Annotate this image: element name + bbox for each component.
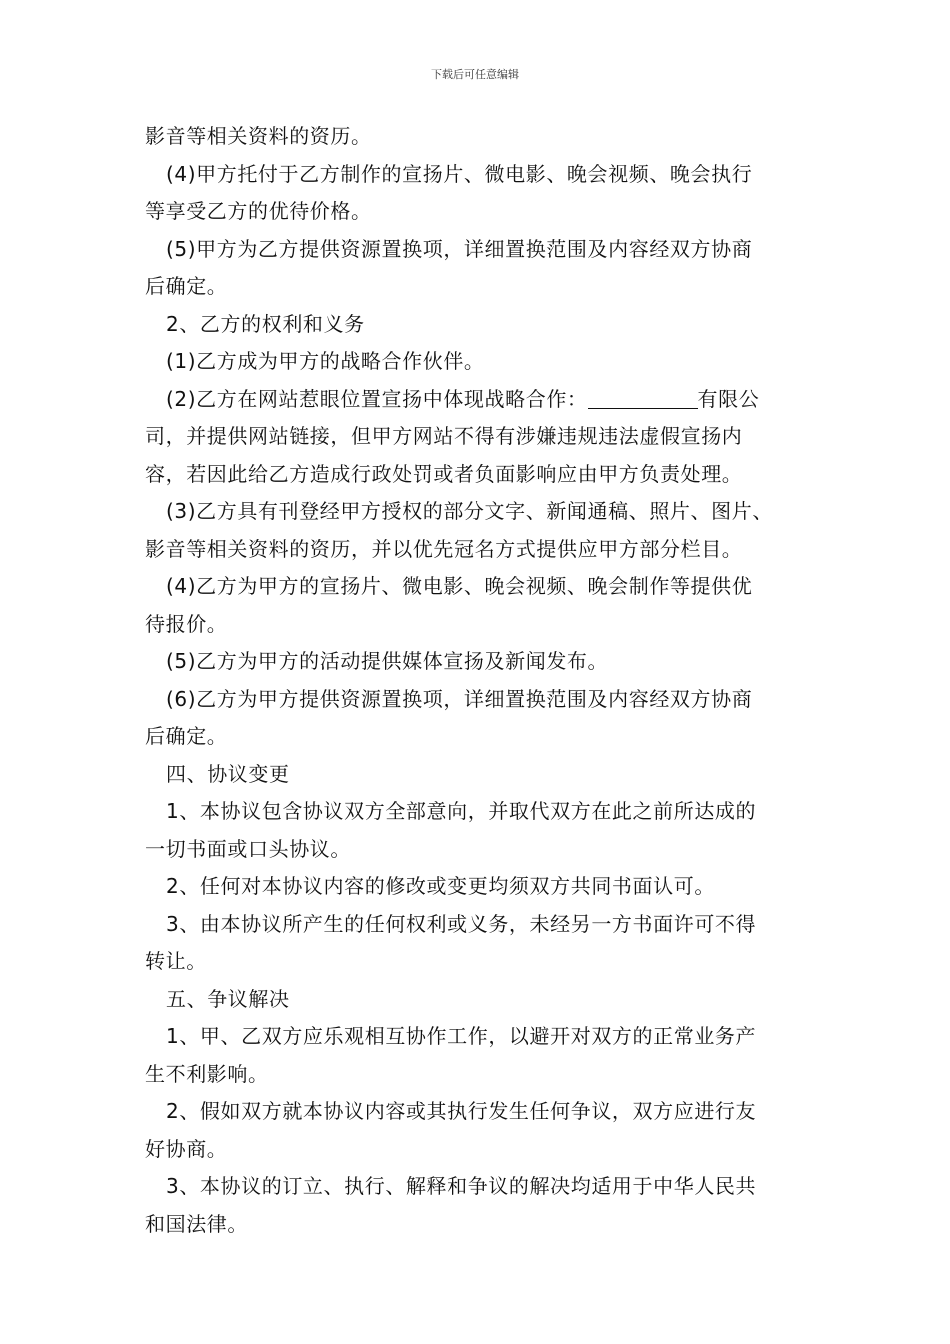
paragraph-text: 有限公: [697, 386, 760, 411]
paragraph-line: 影音等相关资料的资历，并以优先冠名方式提供应甲方部分栏目。: [145, 536, 743, 561]
page-header: 下载后可任意编辑: [431, 68, 519, 81]
paragraph-line: 容，若因此给乙方造成行政处罚或者负面影响应由甲方负责处理。: [145, 461, 743, 486]
paragraph-line: (1)乙方成为甲方的战略合作伙伴。: [166, 349, 485, 373]
paragraph-line: 后确定。: [145, 274, 228, 298]
paragraph-line: (6)乙方为甲方提供资源置换项，详细置换范围及内容经双方协商: [166, 686, 753, 711]
paragraph-line: (4)乙方为甲方的宣扬片、微电影、晚会视频、晚会制作等提供优: [166, 574, 753, 598]
paragraph-line: 生不利影响。: [145, 1061, 269, 1086]
paragraph-line: 3、由本协议所产生的任何权利或义务，未经另一方书面许可不得: [166, 911, 757, 936]
paragraph-line: 1、甲、乙双方应乐观相互协作工作，以避开对双方的正常业务产: [166, 1024, 757, 1048]
section-heading: 五、争议解决: [166, 986, 290, 1011]
section-heading: 四、协议变更: [166, 761, 290, 786]
paragraph-line: (3)乙方具有刊登经甲方授权的部分文字、新闻通稿、照片、图片、: [166, 499, 773, 523]
paragraph-line: 1、本协议包含协议双方全部意向，并取代双方在此之前所达成的: [166, 799, 757, 823]
paragraph-line: 司，并提供网站链接，但甲方网站不得有涉嫌违规违法虚假宣扬内: [145, 424, 743, 448]
paragraph-line-with-blank: [145, 381, 835, 419]
paragraph-line: 等享受乙方的优待价格。: [145, 199, 372, 223]
paragraph-text: (2)乙方在网站惹眼位置宣扬中体现战略合作：: [166, 386, 588, 411]
paragraph-line: (4)甲方托付于乙方制作的宣扬片、微电影、晚会视频、晚会执行: [166, 161, 753, 186]
paragraph-line: 好协商。: [145, 1136, 228, 1161]
paragraph-line: 待报价。: [145, 611, 228, 636]
paragraph-line: 和国法律。: [145, 1211, 248, 1236]
document-body: [145, 118, 835, 1243]
paragraph-line: (5)乙方为甲方的活动提供媒体宣扬及新闻发布。: [166, 649, 609, 673]
paragraph-line: 转让。: [145, 949, 207, 973]
paragraph-line: 一切书面或口头协议。: [145, 836, 351, 861]
paragraph-line: 后确定。: [145, 724, 228, 748]
paragraph-line: (5)甲方为乙方提供资源置换项，详细置换范围及内容经双方协商: [166, 236, 753, 261]
paragraph-line: 2、任何对本协议内容的修改或变更均须双方共同书面认可。: [166, 874, 715, 898]
paragraph-line: 影音等相关资料的资历。: [145, 124, 372, 148]
fill-in-blank: [588, 388, 698, 409]
paragraph-line: 2、假如双方就本协议内容或其执行发生任何争议，双方应进行友: [166, 1099, 757, 1123]
paragraph-line: 3、本协议的订立、执行、解释和争议的解决均适用于中华人民共: [166, 1174, 757, 1198]
section-heading: 2、乙方的权利和义务: [166, 311, 365, 336]
